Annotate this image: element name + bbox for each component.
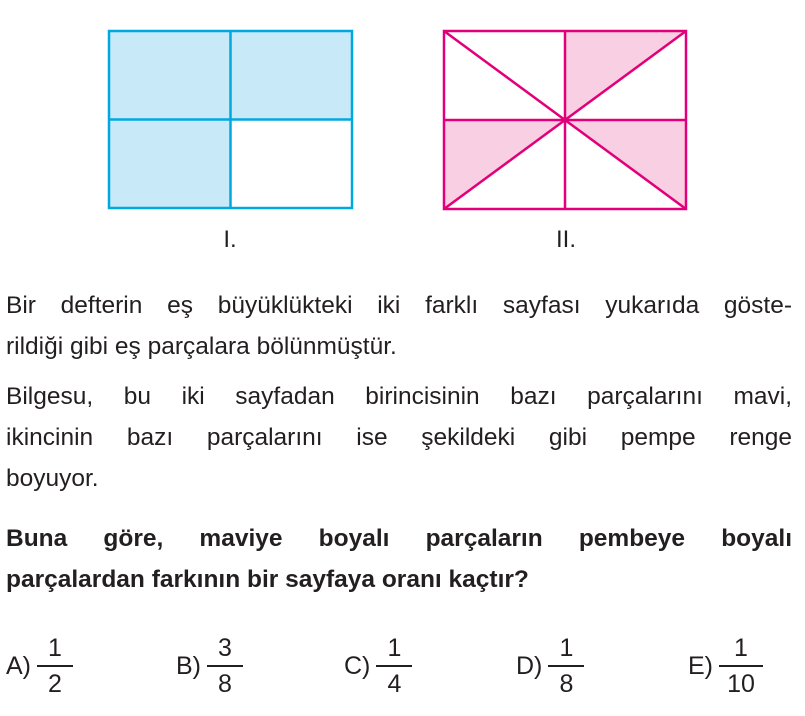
- option-e-numerator: 1: [734, 634, 748, 662]
- option-c-denominator: 4: [387, 670, 402, 698]
- option-b-fraction: [207, 633, 243, 699]
- question-line-2: parçalardan farkının bir sayfaya oranı kaçtır?: [6, 566, 529, 593]
- option-d[interactable]: [516, 626, 584, 706]
- option-c[interactable]: [344, 626, 412, 706]
- fraction-bar: [37, 665, 73, 667]
- figure-1-label: I.: [223, 226, 237, 253]
- figure-2-label: II.: [555, 226, 576, 253]
- option-a-denominator: 2: [48, 670, 62, 698]
- paragraph-1-line-1: Bir defterin eş büyüklükteki iki farklı sayfası yukarıda göste-: [6, 292, 792, 319]
- paragraph-2-line-2: ikincinin bazı parçalarını ise şekildeki gibi pempe renge: [6, 424, 792, 451]
- option-c-fraction: [376, 633, 412, 699]
- option-d-letter: D): [516, 651, 543, 680]
- option-b-numerator: 3: [218, 634, 232, 662]
- option-e[interactable]: [688, 626, 763, 706]
- figure-2: [444, 31, 686, 209]
- option-a[interactable]: [6, 626, 73, 706]
- option-d-denominator: 8: [559, 670, 574, 698]
- fig1-bottom-right-part: [231, 120, 353, 209]
- question-line-1: Buna göre, maviye boyalı parçaların pembeye boyalı: [6, 525, 792, 552]
- fraction-bar: [548, 665, 584, 667]
- option-e-letter: E): [688, 651, 713, 680]
- paragraph-2-line-3: boyuyor.: [6, 465, 99, 492]
- figures: [0, 0, 805, 260]
- option-d-fraction: [548, 633, 584, 699]
- option-c-numerator: 1: [387, 634, 402, 662]
- fig1-bottom-left-part: [109, 120, 231, 209]
- option-e-denominator: 10: [727, 670, 755, 698]
- answer-options: [0, 626, 805, 706]
- option-c-letter: C): [344, 651, 371, 680]
- figure-1: [109, 31, 352, 208]
- option-b-letter: B): [176, 651, 201, 680]
- option-d-numerator: 1: [559, 634, 574, 662]
- fig1-top-left-part: [109, 31, 231, 120]
- option-a-fraction: [37, 633, 73, 699]
- paragraph-1: [6, 285, 792, 367]
- fraction-bar: [207, 665, 243, 667]
- option-e-fraction: [719, 633, 763, 699]
- paragraph-1-line-2: rildiği gibi eş parçalara bölünmüştür.: [6, 333, 397, 360]
- fraction-bar: [719, 665, 763, 667]
- fraction-bar: [376, 665, 412, 667]
- fig1-top-right-part: [231, 31, 353, 120]
- question: [6, 518, 792, 600]
- option-b[interactable]: [176, 626, 243, 706]
- paragraph-2: [6, 376, 792, 499]
- option-a-numerator: 1: [48, 634, 62, 662]
- option-a-letter: A): [6, 651, 31, 680]
- option-b-denominator: 8: [218, 670, 232, 698]
- paragraph-2-line-1: Bilgesu, bu iki sayfadan birincisinin bazı parçalarını mavi,: [6, 383, 792, 410]
